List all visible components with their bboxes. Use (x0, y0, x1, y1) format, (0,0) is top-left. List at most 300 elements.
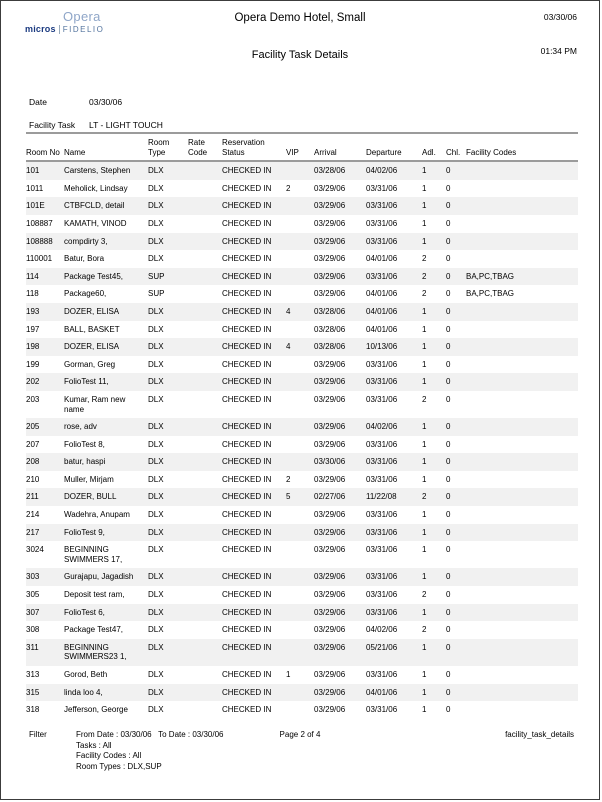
cell-rate-code (188, 541, 222, 568)
cell-reservation-status: CHECKED IN (222, 218, 272, 228)
cell-facility-codes (466, 303, 578, 321)
fidelio-logo-text: FIDELIO (62, 24, 105, 34)
cell-arrival: 03/29/06 (314, 236, 346, 246)
table-row (26, 604, 578, 622)
cell-children: 0 (446, 642, 451, 652)
cell-name: Jefferson, George (64, 705, 128, 715)
cell-arrival: 03/29/06 (314, 545, 346, 555)
cell-adults: 1 (422, 218, 427, 228)
logo-divider (59, 25, 60, 34)
cell-children: 0 (446, 607, 451, 617)
cell-arrival: 03/29/06 (314, 183, 346, 193)
cell-reservation-status: CHECKED IN (222, 705, 272, 715)
cell-rate-code (188, 568, 222, 586)
table-row (26, 524, 578, 542)
cell-adults: 1 (422, 474, 427, 484)
cell-arrival: 03/29/06 (314, 642, 346, 652)
col-name: Name (64, 133, 148, 161)
cell-room-type: DLX (148, 545, 164, 555)
cell-rate-code (188, 471, 222, 489)
table-row (26, 161, 578, 180)
cell-name: linda loo 4, (64, 687, 103, 697)
cell-adults: 1 (422, 642, 427, 652)
cell-room-no: 108887 (26, 218, 53, 228)
cell-adults: 2 (422, 254, 427, 264)
cell-arrival: 03/29/06 (314, 422, 346, 432)
cell-departure: 03/31/06 (366, 394, 398, 404)
cell-departure: 05/21/06 (366, 642, 398, 652)
cell-room-type: DLX (148, 236, 164, 246)
report-file-name: facility_task_details (505, 730, 574, 739)
cell-room-type: DLX (148, 342, 164, 352)
cell-rate-code (188, 701, 222, 719)
cell-rate-code (188, 356, 222, 374)
cell-room-type: DLX (148, 607, 164, 617)
cell-rate-code (188, 321, 222, 339)
cell-room-type: DLX (148, 510, 164, 520)
cell-rate-code (188, 250, 222, 268)
cell-children: 0 (446, 166, 451, 176)
cell-room-no: 305 (26, 590, 40, 600)
cell-rate-code (188, 233, 222, 251)
cell-facility-codes (466, 568, 578, 586)
cell-children: 0 (446, 377, 451, 387)
cell-name: Wadehra, Anupam (64, 510, 130, 520)
table-header-row (26, 133, 578, 161)
cell-room-no: 114 (26, 271, 39, 281)
cell-adults: 2 (422, 394, 427, 404)
col-departure: Departure (366, 133, 422, 161)
cell-room-type: DLX (148, 422, 164, 432)
cell-adults: 2 (422, 271, 427, 281)
cell-facility-codes (466, 391, 578, 418)
cell-room-type: DLX (148, 218, 164, 228)
col-vip: VIP (286, 133, 314, 161)
cell-facility-codes (466, 436, 578, 454)
cell-name: Package60, (64, 289, 107, 299)
cell-facility-codes (466, 639, 578, 666)
table-row (26, 356, 578, 374)
filter-label: Filter (29, 730, 47, 739)
cell-adults: 1 (422, 439, 427, 449)
cell-adults: 1 (422, 201, 427, 211)
table-row (26, 321, 578, 339)
cell-arrival: 03/29/06 (314, 359, 346, 369)
col-room-no: Room No (26, 133, 64, 161)
cell-room-type: DLX (148, 306, 164, 316)
facility-task-value: LT - LIGHT TOUCH (89, 120, 163, 130)
cell-facility-codes (466, 666, 578, 684)
cell-rate-code (188, 180, 222, 198)
cell-departure: 03/31/06 (366, 590, 398, 600)
cell-adults: 1 (422, 527, 427, 537)
cell-rate-code (188, 338, 222, 356)
cell-facility-codes (466, 586, 578, 604)
cell-reservation-status: CHECKED IN (222, 422, 272, 432)
cell-vip (286, 684, 314, 702)
cell-reservation-status: CHECKED IN (222, 527, 272, 537)
cell-facility-codes (466, 604, 578, 622)
cell-room-no: 193 (26, 306, 40, 316)
cell-name: BEGINNING SWIMMERS 17, (64, 545, 123, 564)
cell-facility-codes (466, 684, 578, 702)
cell-room-no: 210 (26, 474, 40, 484)
cell-departure: 03/31/06 (366, 607, 398, 617)
cell-arrival: 03/30/06 (314, 457, 346, 467)
cell-rate-code (188, 453, 222, 471)
cell-vip (286, 215, 314, 233)
hotel-name: Opera Demo Hotel, Small (234, 12, 366, 24)
cell-room-type: DLX (148, 705, 164, 715)
table-row (26, 418, 578, 436)
cell-room-no: 108888 (26, 236, 53, 246)
cell-reservation-status: CHECKED IN (222, 510, 272, 520)
cell-rate-code (188, 621, 222, 639)
cell-room-no: 203 (26, 394, 40, 404)
cell-name: FolioTest 11, (64, 377, 109, 387)
cell-reservation-status: CHECKED IN (222, 359, 272, 369)
cell-adults: 1 (422, 306, 427, 316)
table-row (26, 621, 578, 639)
cell-room-no: 303 (26, 572, 40, 582)
cell-room-no: 313 (26, 670, 40, 679)
cell-departure: 11/22/08 (366, 492, 397, 502)
cell-name: DOZER, ELISA (64, 342, 120, 352)
cell-room-type: SUP (148, 289, 165, 299)
cell-children: 0 (446, 324, 451, 334)
cell-room-no: 101E (26, 201, 45, 211)
report-title: Facility Task Details (251, 49, 349, 61)
cell-vip (286, 268, 314, 286)
cell-departure: 03/31/06 (366, 527, 398, 537)
cell-room-no: 118 (26, 289, 39, 299)
table-row (26, 373, 578, 391)
cell-facility-codes (466, 321, 578, 339)
cell-rate-code (188, 488, 222, 506)
table-row (26, 506, 578, 524)
date-label: Date (29, 97, 47, 107)
cell-name: Batur, Bora (64, 254, 105, 264)
cell-arrival: 03/29/06 (314, 687, 346, 697)
cell-vip: 4 (286, 306, 291, 316)
cell-name: Meholick, Lindsay (64, 183, 128, 193)
cell-room-type: DLX (148, 457, 164, 467)
cell-reservation-status: CHECKED IN (222, 201, 272, 211)
cell-departure: 04/02/06 (366, 166, 398, 176)
report-date: 03/30/06 (543, 12, 577, 22)
date-value: 03/30/06 (89, 97, 123, 107)
cell-vip (286, 524, 314, 542)
cell-room-no: 197 (26, 324, 40, 334)
table-row (26, 303, 578, 321)
cell-facility-codes (466, 215, 578, 233)
cell-arrival: 03/28/06 (314, 166, 346, 176)
cell-arrival: 03/29/06 (314, 439, 346, 449)
cell-name: Package Test45, (64, 271, 124, 281)
cell-vip (286, 418, 314, 436)
cell-reservation-status: CHECKED IN (222, 625, 272, 635)
cell-vip: 2 (286, 183, 291, 193)
cell-children: 0 (446, 218, 451, 228)
cell-adults: 1 (422, 377, 427, 387)
cell-room-type: DLX (148, 183, 164, 193)
cell-name: rose, adv (64, 422, 97, 432)
cell-children: 0 (446, 492, 451, 502)
cell-children: 0 (446, 670, 451, 679)
cell-room-no: 199 (26, 359, 40, 369)
cell-vip (286, 373, 314, 391)
cell-departure: 04/02/06 (366, 422, 398, 432)
cell-room-type: DLX (148, 527, 164, 537)
cell-room-no: 207 (26, 439, 40, 449)
table-row (26, 215, 578, 233)
cell-departure: 03/31/06 (366, 359, 398, 369)
cell-room-type: DLX (148, 394, 164, 404)
cell-adults: 1 (422, 166, 427, 176)
cell-facility-codes (466, 180, 578, 198)
table-row (26, 488, 578, 506)
cell-arrival: 03/29/06 (314, 572, 346, 582)
cell-vip (286, 436, 314, 454)
cell-departure: 03/31/06 (366, 201, 398, 211)
cell-adults: 1 (422, 705, 427, 715)
table-row (26, 250, 578, 268)
table-row (26, 666, 578, 684)
cell-rate-code (188, 524, 222, 542)
cell-reservation-status: CHECKED IN (222, 687, 272, 697)
cell-rate-code (188, 303, 222, 321)
cell-room-no: 3024 (26, 545, 44, 555)
table-row (26, 684, 578, 702)
cell-room-no: 208 (26, 457, 40, 467)
cell-name: batur, haspi (64, 457, 106, 467)
cell-room-no: 198 (26, 342, 40, 352)
cell-arrival: 03/28/06 (314, 342, 346, 352)
facility-task-table (26, 132, 578, 719)
cell-arrival: 03/28/06 (314, 324, 346, 334)
cell-name: CTBFCLD, detail (64, 201, 125, 211)
cell-reservation-status: CHECKED IN (222, 492, 272, 502)
cell-departure: 10/13/06 (366, 342, 398, 352)
cell-adults: 1 (422, 422, 427, 432)
cell-departure: 03/31/06 (366, 218, 398, 228)
cell-room-no: 205 (26, 422, 40, 432)
cell-children: 0 (446, 254, 451, 264)
cell-room-type: DLX (148, 166, 164, 176)
cell-vip: 1 (286, 670, 291, 679)
cell-vip (286, 604, 314, 622)
table-row (26, 436, 578, 454)
cell-facility-codes (466, 418, 578, 436)
cell-children: 0 (446, 625, 451, 635)
cell-vip: 4 (286, 342, 291, 352)
cell-departure: 04/01/06 (366, 324, 398, 334)
cell-reservation-status: CHECKED IN (222, 271, 272, 281)
cell-departure: 04/01/06 (366, 289, 398, 299)
cell-vip (286, 250, 314, 268)
cell-adults: 1 (422, 342, 427, 352)
cell-name: Kumar, Ram new name (64, 394, 126, 414)
cell-adults: 1 (422, 687, 427, 697)
cell-adults: 2 (422, 492, 427, 502)
cell-children: 0 (446, 457, 451, 467)
cell-room-no: 110001 (26, 254, 53, 264)
cell-vip (286, 197, 314, 215)
cell-arrival: 03/29/06 (314, 625, 346, 635)
cell-reservation-status: CHECKED IN (222, 236, 272, 246)
filter-line: Tasks : All (76, 740, 112, 750)
cell-room-type: DLX (148, 590, 164, 600)
cell-reservation-status: CHECKED IN (222, 377, 272, 387)
cell-departure: 03/31/06 (366, 271, 398, 281)
cell-rate-code (188, 215, 222, 233)
cell-arrival: 03/29/06 (314, 254, 346, 264)
cell-adults: 1 (422, 324, 427, 334)
cell-arrival: 03/29/06 (314, 218, 346, 228)
cell-name: Carstens, Stephen (64, 166, 131, 176)
cell-facility-codes (466, 373, 578, 391)
cell-facility-codes: BA,PC,TBAG (466, 289, 515, 299)
cell-name: compdirty 3, (64, 236, 108, 246)
cell-room-no: 211 (26, 492, 39, 502)
cell-room-no: 1011 (26, 183, 44, 193)
cell-name: BALL, BASKET (64, 324, 120, 334)
cell-departure: 03/31/06 (366, 572, 398, 582)
cell-facility-codes (466, 356, 578, 374)
table-row (26, 338, 578, 356)
cell-facility-codes (466, 621, 578, 639)
cell-name: DOZER, ELISA (64, 306, 120, 316)
filter-line: Room Types : DLX,SUP (76, 761, 162, 771)
cell-reservation-status: CHECKED IN (222, 642, 272, 652)
cell-facility-codes (466, 541, 578, 568)
cell-reservation-status: CHECKED IN (222, 306, 272, 316)
cell-room-type: DLX (148, 324, 164, 334)
cell-reservation-status: CHECKED IN (222, 607, 272, 617)
col-adl: Adl. (422, 133, 446, 161)
cell-children: 0 (446, 201, 451, 211)
cell-reservation-status: CHECKED IN (222, 394, 272, 404)
cell-departure: 03/31/06 (366, 236, 398, 246)
cell-children: 0 (446, 342, 451, 352)
cell-reservation-status: CHECKED IN (222, 545, 272, 555)
cell-children: 0 (446, 422, 451, 432)
cell-room-type: DLX (148, 670, 164, 679)
cell-room-no: 308 (26, 625, 40, 635)
cell-arrival: 03/29/06 (314, 474, 346, 484)
table-header (26, 133, 578, 161)
cell-children: 0 (446, 527, 451, 537)
cell-rate-code (188, 684, 222, 702)
cell-room-type: DLX (148, 439, 164, 449)
cell-arrival: 03/29/06 (314, 377, 346, 387)
cell-departure: 03/31/06 (366, 183, 398, 193)
col-room-type: Room Type (148, 133, 188, 161)
cell-room-no: 202 (26, 377, 40, 387)
page-number: Page 2 of 4 (279, 730, 321, 739)
cell-facility-codes (466, 506, 578, 524)
cell-vip (286, 391, 314, 418)
cell-reservation-status: CHECKED IN (222, 166, 272, 176)
cell-children: 0 (446, 271, 451, 281)
cell-arrival: 03/29/06 (314, 590, 346, 600)
cell-name: FolioTest 8, (64, 439, 105, 449)
cell-facility-codes (466, 197, 578, 215)
cell-departure: 03/31/06 (366, 474, 398, 484)
cell-departure: 03/31/06 (366, 377, 398, 387)
table-row (26, 197, 578, 215)
cell-children: 0 (446, 306, 451, 316)
cell-vip (286, 701, 314, 719)
cell-name: Gorman, Greg (64, 359, 116, 369)
cell-name: Deposit test ram, (64, 590, 125, 600)
cell-arrival: 03/29/06 (314, 201, 346, 211)
cell-facility-codes (466, 250, 578, 268)
table-row (26, 701, 578, 719)
cell-vip (286, 586, 314, 604)
table-row (26, 639, 578, 666)
cell-arrival: 03/29/06 (314, 271, 346, 281)
cell-room-type: SUP (148, 271, 165, 281)
cell-reservation-status: CHECKED IN (222, 254, 272, 264)
cell-adults: 2 (422, 590, 427, 600)
cell-children: 0 (446, 545, 451, 555)
report-time: 01:34 PM (540, 46, 577, 56)
cell-departure: 03/31/06 (366, 705, 398, 715)
cell-name: Gurajapu, Jagadish (64, 572, 134, 582)
cell-adults: 2 (422, 289, 427, 299)
cell-rate-code (188, 604, 222, 622)
cell-room-type: DLX (148, 201, 164, 211)
cell-reservation-status: CHECKED IN (222, 590, 272, 600)
cell-adults: 1 (422, 607, 427, 617)
cell-departure: 03/31/06 (366, 457, 398, 467)
cell-room-type: DLX (148, 474, 164, 484)
cell-reservation-status: CHECKED IN (222, 324, 272, 334)
cell-rate-code (188, 197, 222, 215)
cell-children: 0 (446, 439, 451, 449)
cell-children: 0 (446, 289, 451, 299)
table-row (26, 180, 578, 198)
cell-reservation-status: CHECKED IN (222, 342, 272, 352)
cell-arrival: 03/29/06 (314, 394, 346, 404)
cell-name: DOZER, BULL (64, 492, 117, 502)
cell-departure: 03/31/06 (366, 670, 398, 679)
cell-name: KAMATH, VINOD (64, 218, 127, 228)
cell-adults: 1 (422, 510, 427, 520)
col-reservation-status: Reservation Status (222, 133, 286, 161)
filter-line: Facility Codes : All (76, 751, 142, 760)
cell-adults: 1 (422, 457, 427, 467)
cell-vip (286, 233, 314, 251)
cell-children: 0 (446, 590, 451, 600)
cell-vip (286, 161, 314, 180)
cell-adults: 1 (422, 572, 427, 582)
table-row (26, 568, 578, 586)
cell-room-no: 214 (26, 510, 40, 520)
cell-room-type: DLX (148, 642, 164, 652)
cell-arrival: 03/29/06 (314, 510, 346, 520)
table-row (26, 586, 578, 604)
cell-departure: 04/01/06 (366, 306, 398, 316)
cell-room-no: 318 (26, 705, 40, 715)
cell-departure: 04/01/06 (366, 254, 398, 264)
cell-facility-codes (466, 338, 578, 356)
cell-arrival: 03/29/06 (314, 289, 346, 299)
cell-reservation-status: CHECKED IN (222, 183, 272, 193)
cell-vip (286, 541, 314, 568)
cell-children: 0 (446, 705, 451, 715)
